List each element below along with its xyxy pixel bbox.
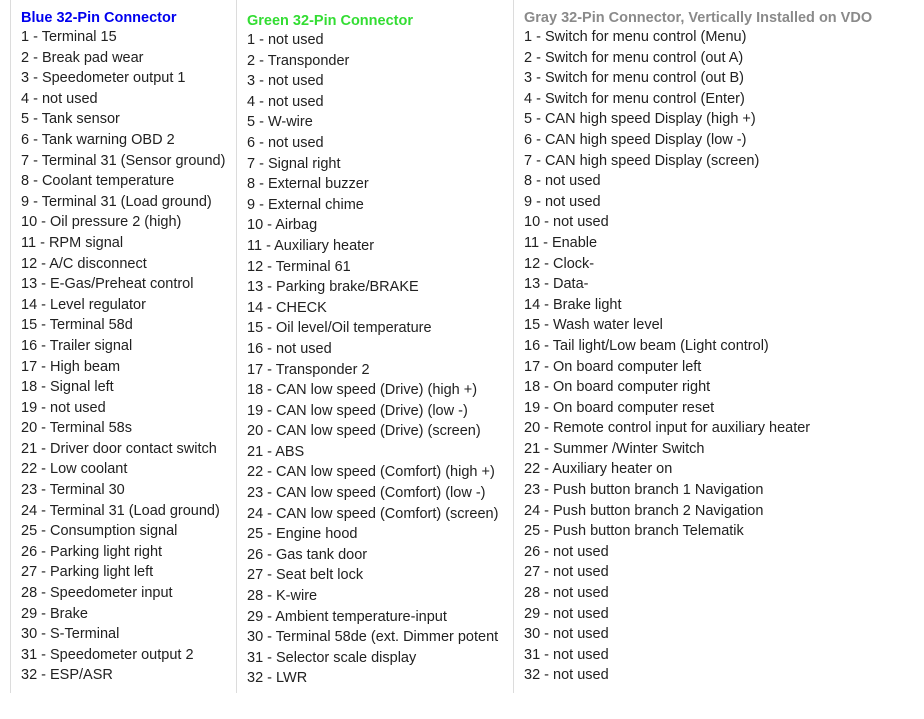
pin-item: 9 - Terminal 31 (Load ground) [21,193,212,210]
pin-item: 2 - Switch for menu control (out A) [524,49,744,66]
pin-item: 24 - Push button branch 2 Navigation [524,502,764,519]
pin-item: 22 - CAN low speed (Comfort) (high +) [247,464,495,481]
pin-item: 25 - Consumption signal [21,523,178,540]
pin-item: 18 - On board computer right [524,379,711,396]
pin-item: 26 - Parking light right [21,543,163,560]
pin-item: 27 - Seat belt lock [247,567,364,584]
pin-item: 19 - not used [21,399,106,416]
pin-item: 11 - RPM signal [21,234,124,251]
pin-item: 2 - Transponder [247,52,350,69]
pin-item: 14 - CHECK [247,299,327,316]
pin-item: 17 - On board computer left [524,358,702,375]
pin-item: 7 - Signal right [247,155,341,172]
pin-item: 3 - not used [247,73,324,90]
pin-item: 31 - Speedometer output 2 [21,646,194,663]
pin-item: 14 - Level regulator [21,296,146,313]
pin-item: 2 - Break pad wear [21,49,144,66]
pin-item: 12 - Clock- [524,255,595,272]
pin-item: 4 - not used [21,90,98,107]
pin-item: 1 - not used [247,32,324,48]
pin-item: 3 - Speedometer output 1 [21,70,186,87]
pin-item: 25 - Engine hood [247,526,358,543]
pin-item: 15 - Wash water level [524,317,663,334]
pin-item: 16 - Trailer signal [21,337,133,354]
pin-item: 8 - External buzzer [247,176,369,193]
pin-item: 9 - not used [524,193,601,210]
pin-item: 12 - Terminal 61 [247,258,351,275]
pin-item: 7 - Terminal 31 (Sensor ground) [21,152,226,169]
pin-item: 30 - Terminal 58de (ext. Dimmer potent [247,629,499,646]
pin-item: 30 - S-Terminal [21,626,120,643]
pin-item: 18 - Signal left [21,379,114,396]
pin-item: 6 - not used [247,134,324,151]
pin-item: 1 - Terminal 15 [21,29,117,45]
pin-item: 21 - Driver door contact switch [21,440,217,457]
pin-item: 4 - Switch for menu control (Enter) [524,90,745,107]
pin-item: 21 - ABS [247,443,305,460]
green-pin-list [247,30,498,689]
pin-item: 18 - CAN low speed (Drive) (high +) [247,382,478,399]
pin-item: 7 - CAN high speed Display (screen) [524,152,760,169]
pin-item: 28 - K-wire [247,588,318,605]
pin-item: 10 - not used [524,214,609,231]
pin-item: 6 - CAN high speed Display (low -) [524,131,747,148]
pin-item: 29 - Brake [21,605,88,622]
pin-item: 10 - Airbag [247,217,318,234]
pin-item: 19 - CAN low speed (Drive) (low -) [247,402,468,419]
blue-connector-title: Blue 32-Pin Connector [21,10,177,26]
pin-item: 9 - External chime [247,196,364,213]
pin-item: 13 - Data- [524,276,589,293]
pin-item: 28 - not used [524,585,609,602]
pin-item: 20 - Remote control input for auxiliary heater [524,420,811,437]
gray-connector-title: Gray 32-Pin Connector, Vertically Installed on VDO [524,10,873,26]
pin-item: 28 - Speedometer input [21,585,173,602]
pin-item: 6 - Tank warning OBD 2 [21,131,175,148]
pin-item: 25 - Push button branch Telematik [524,523,744,540]
pin-item: 20 - Terminal 58s [21,420,132,437]
pin-item: 26 - Gas tank door [247,546,368,563]
gray-pin-list [524,27,810,686]
pin-item: 23 - CAN low speed (Comfort) (low -) [247,485,486,502]
pin-item: 17 - Transponder 2 [247,361,370,378]
pin-item: 5 - Tank sensor [21,111,120,128]
pin-item: 32 - not used [524,667,609,684]
pin-item: 24 - Terminal 31 (Load ground) [21,502,220,519]
pin-item: 10 - Oil pressure 2 (high) [21,214,182,231]
pin-item: 29 - Ambient temperature-input [247,608,447,625]
pin-item: 23 - Terminal 30 [21,482,125,499]
pin-item: 27 - Parking light left [21,564,154,581]
pin-item: 31 - not used [524,646,609,663]
green-connector-title: Green 32-Pin Connector [247,13,413,29]
pin-item: 30 - not used [524,626,609,643]
pin-item: 5 - CAN high speed Display (high +) [524,111,756,128]
pin-item: 20 - CAN low speed (Drive) (screen) [247,423,481,440]
pin-item: 17 - High beam [21,358,121,375]
pin-item: 8 - Coolant temperature [21,173,175,190]
pin-item: 21 - Summer /Winter Switch [524,440,705,457]
green-connector-column [236,0,513,693]
pin-item: 3 - Switch for menu control (out B) [524,70,744,87]
pin-item: 16 - not used [247,340,332,357]
blue-connector-column [10,0,236,693]
pin-item: 32 - ESP/ASR [21,667,113,684]
pin-item: 8 - not used [524,173,601,190]
pin-item: 13 - Parking brake/BRAKE [247,279,419,296]
connector-pinout-table [10,0,924,693]
pin-item: 5 - W-wire [247,114,313,131]
gray-connector-column [513,0,913,693]
pin-item: 23 - Push button branch 1 Navigation [524,482,764,499]
pin-item: 15 - Oil level/Oil temperature [247,320,432,337]
pin-item: 11 - Enable [524,234,598,251]
pin-item: 19 - On board computer reset [524,399,715,416]
pin-item: 27 - not used [524,564,609,581]
pin-item: 4 - not used [247,93,324,110]
pin-item: 15 - Terminal 58d [21,317,133,334]
pin-item: 29 - not used [524,605,609,622]
pin-item: 22 - Auxiliary heater on [524,461,673,478]
pin-item: 14 - Brake light [524,296,622,313]
pin-item: 13 - E-Gas/Preheat control [21,276,194,293]
pin-item: 1 - Switch for menu control (Menu) [524,29,747,45]
pin-item: 26 - not used [524,543,609,560]
pin-item: 31 - Selector scale display [247,649,417,666]
pin-item: 12 - A/C disconnect [21,255,147,272]
pin-item: 24 - CAN low speed (Comfort) (screen) [247,505,499,522]
pin-item: 11 - Auxiliary heater [247,237,375,254]
pin-item: 16 - Tail light/Low beam (Light control) [524,337,769,354]
blue-pin-list [21,27,225,686]
pin-item: 22 - Low coolant [21,461,128,478]
pin-item: 32 - LWR [247,670,308,687]
